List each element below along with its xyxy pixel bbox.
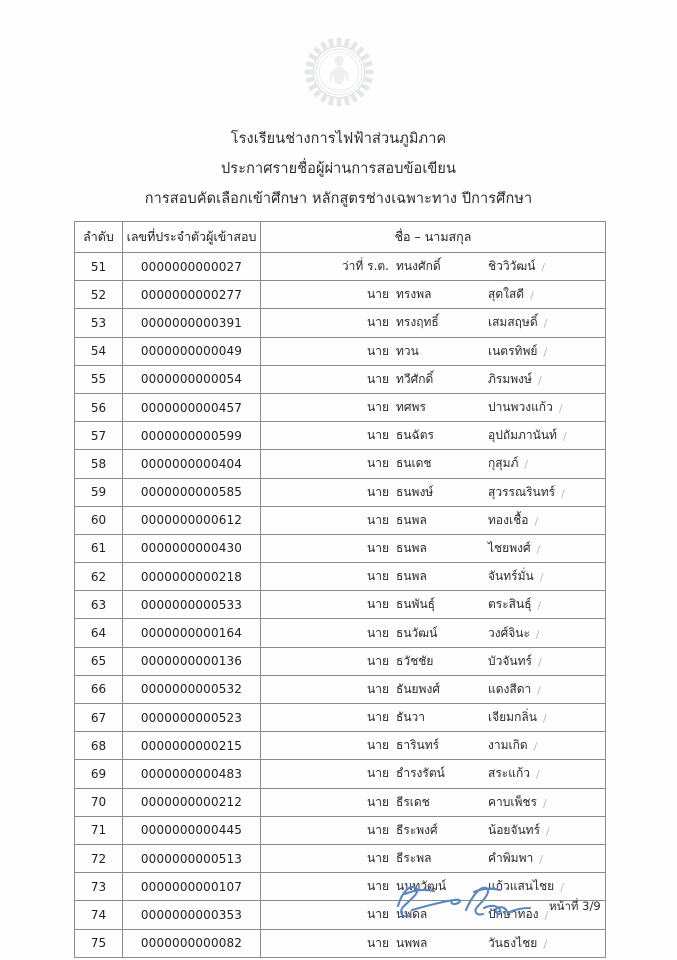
cell-sequence-number: 65	[75, 647, 123, 675]
name-layout	[261, 676, 605, 703]
name-last: จันทร์มั่น /	[488, 569, 544, 585]
name-last: สระแก้ว /	[488, 766, 540, 782]
name-prefix: นาย	[367, 343, 389, 358]
table-row	[75, 393, 606, 421]
cell-full-name	[261, 563, 606, 591]
table-header	[75, 222, 606, 253]
column-header-exam-id: เลขที่ประจำตัวผู้เข้าสอบ	[123, 222, 261, 253]
cell-sequence-number: 75	[75, 929, 123, 957]
name-last: เสมสฤษดิ์ /	[488, 315, 548, 331]
cell-sequence-number: 67	[75, 704, 123, 732]
name-last: วงศ์จินะ /	[488, 625, 540, 641]
cell-exam-id: 0000000000136	[123, 647, 261, 675]
cell-sequence-number: 53	[75, 309, 123, 337]
row-tick-mark: /	[534, 514, 539, 528]
row-tick-mark: /	[558, 402, 563, 416]
cell-exam-id: 0000000000483	[123, 760, 261, 788]
cell-sequence-number: 66	[75, 675, 123, 703]
cell-full-name	[261, 309, 606, 337]
name-first: ธนพันธุ์	[396, 597, 435, 612]
table-row	[75, 309, 606, 337]
cell-exam-id: 0000000000533	[123, 591, 261, 619]
results-table	[74, 221, 606, 958]
name-first: ทวน	[396, 343, 419, 358]
name-prefix: นาย	[367, 400, 389, 415]
name-prefix: นาย	[367, 512, 389, 527]
name-first: ธันยพงศ์	[396, 681, 440, 696]
name-last: กุสุมภ์ /	[488, 456, 529, 472]
cell-sequence-number: 62	[75, 563, 123, 591]
cell-full-name	[261, 506, 606, 534]
name-layout	[261, 845, 605, 872]
name-first: ธนพงษ์	[396, 484, 434, 499]
name-first: ธารินทร์	[396, 738, 440, 753]
cell-exam-id: 0000000000532	[123, 675, 261, 703]
cell-sequence-number: 59	[75, 478, 123, 506]
row-tick-mark: /	[537, 373, 542, 387]
name-first: ธนเดช	[396, 456, 432, 471]
name-last: ไชยพงศ์ /	[488, 540, 541, 556]
cell-exam-id: 0000000000082	[123, 929, 261, 957]
cell-full-name	[261, 591, 606, 619]
cell-full-name	[261, 732, 606, 760]
cell-exam-id: 0000000000049	[123, 337, 261, 365]
cell-exam-id: 0000000000277	[123, 281, 261, 309]
name-last: วันธงไชย /	[488, 935, 548, 951]
cell-full-name	[261, 844, 606, 872]
name-prefix: นาย	[367, 569, 389, 584]
name-layout	[261, 366, 605, 393]
cell-exam-id: 0000000000513	[123, 844, 261, 872]
name-prefix: นาย	[367, 710, 389, 725]
cell-sequence-number: 54	[75, 337, 123, 365]
title-line-3: การสอบคัดเลือกเข้าศึกษา หลักสูตรช่างเฉพาะทาง ปีการศึกษา	[144, 191, 533, 207]
row-tick-mark: /	[536, 542, 541, 556]
document-titles	[0, 124, 677, 214]
name-layout	[261, 817, 605, 844]
table-row	[75, 281, 606, 309]
row-tick-mark: /	[533, 740, 538, 754]
cell-exam-id: 0000000000215	[123, 732, 261, 760]
name-first: ธวัชชัย	[396, 653, 434, 668]
name-last: แก้วแสนไชย /	[488, 879, 564, 895]
cell-exam-id: 0000000000391	[123, 309, 261, 337]
cell-exam-id: 0000000000445	[123, 816, 261, 844]
cell-exam-id: 0000000000212	[123, 788, 261, 816]
table-row	[75, 844, 606, 872]
name-first: ธนฉัตร	[396, 428, 434, 443]
name-layout	[261, 732, 605, 759]
cell-exam-id: 0000000000612	[123, 506, 261, 534]
table-row	[75, 760, 606, 788]
name-last: สุดใสดี /	[488, 287, 534, 303]
results-table-container	[74, 221, 605, 958]
name-layout	[261, 507, 605, 534]
cell-sequence-number: 73	[75, 873, 123, 901]
cell-exam-id: 0000000000218	[123, 563, 261, 591]
name-layout	[261, 479, 605, 506]
name-layout	[261, 450, 605, 477]
name-prefix: นาย	[367, 879, 389, 894]
name-layout	[261, 760, 605, 787]
cell-sequence-number: 68	[75, 732, 123, 760]
name-first: ทรงพล	[396, 287, 432, 302]
cell-full-name	[261, 337, 606, 365]
table-row	[75, 732, 606, 760]
name-first: ทวีศักดิ์	[396, 371, 434, 386]
cell-sequence-number: 70	[75, 788, 123, 816]
name-prefix: นาย	[367, 315, 389, 330]
cell-exam-id: 0000000000107	[123, 873, 261, 901]
cell-sequence-number: 51	[75, 253, 123, 281]
name-last: ภิรมพงษ์ /	[488, 371, 542, 387]
row-tick-mark: /	[537, 599, 542, 613]
name-first: ธีรเดช	[396, 794, 430, 809]
cell-full-name	[261, 619, 606, 647]
name-last: คำพิมพา /	[488, 851, 543, 867]
row-tick-mark: /	[562, 430, 567, 444]
table-row	[75, 788, 606, 816]
row-tick-mark: /	[535, 768, 540, 782]
name-layout	[261, 253, 605, 280]
name-prefix: นาย	[367, 371, 389, 386]
name-prefix: นาย	[367, 935, 389, 950]
name-first: นพพล	[396, 935, 428, 950]
row-tick-mark: /	[539, 571, 544, 585]
title-line-2: ประกาศรายชื่อผู้ผ่านการสอบข้อเขียน	[221, 161, 456, 177]
cell-full-name	[261, 675, 606, 703]
table-row	[75, 619, 606, 647]
table-row	[75, 704, 606, 732]
cell-sequence-number: 52	[75, 281, 123, 309]
name-last: อุปถัมภานันท์ /	[488, 428, 567, 444]
table-row	[75, 365, 606, 393]
document-footer	[0, 876, 677, 936]
name-last: ทองเชื้อ /	[488, 512, 539, 528]
name-last: เนตรทิพย์ /	[488, 343, 548, 359]
name-layout	[261, 535, 605, 562]
row-tick-mark: /	[541, 261, 546, 275]
cell-full-name	[261, 647, 606, 675]
name-layout	[261, 338, 605, 365]
cell-full-name	[261, 478, 606, 506]
name-last: บัวจันทร์ /	[488, 653, 542, 669]
name-prefix: นาย	[367, 428, 389, 443]
cell-full-name	[261, 422, 606, 450]
title-line-1: โรงเรียนช่างการไฟฟ้าส่วนภูมิภาค	[230, 131, 447, 147]
table-row	[75, 675, 606, 703]
row-tick-mark: /	[539, 853, 543, 867]
cell-sequence-number: 72	[75, 844, 123, 872]
name-prefix: นาย	[367, 766, 389, 781]
row-tick-mark: /	[544, 909, 549, 923]
cell-sequence-number: 63	[75, 591, 123, 619]
row-tick-mark: /	[537, 683, 541, 697]
row-tick-mark: /	[524, 458, 529, 472]
name-prefix: นาย	[367, 822, 389, 837]
row-tick-mark: /	[542, 712, 547, 726]
name-prefix: ว่าที่ ร.ต.	[341, 259, 389, 274]
table-row	[75, 337, 606, 365]
name-first: ธีระพล	[396, 851, 432, 866]
table-row	[75, 647, 606, 675]
table-header-row	[75, 222, 606, 253]
name-first: ธนวัฒน์	[396, 625, 438, 640]
cell-exam-id: 0000000000164	[123, 619, 261, 647]
cell-sequence-number: 64	[75, 619, 123, 647]
row-tick-mark: /	[537, 655, 542, 669]
cell-full-name	[261, 365, 606, 393]
cell-sequence-number: 61	[75, 534, 123, 562]
name-last: ชิววิวัฒน์ /	[488, 259, 546, 275]
name-first: นพดล	[396, 907, 428, 922]
name-last: ปานพวงแก้ว /	[488, 400, 563, 416]
name-first: ธนพล	[396, 540, 427, 555]
name-first: ทรงฤทธิ์	[396, 315, 439, 330]
column-header-name: ชื่อ – นามสกุล	[261, 222, 606, 253]
name-last: ตระสินธุ์ /	[488, 597, 542, 613]
cell-sequence-number: 55	[75, 365, 123, 393]
cell-full-name	[261, 816, 606, 844]
name-prefix: นาย	[367, 653, 389, 668]
name-first: ทนงศักดิ์	[396, 259, 441, 274]
column-header-no: ลำดับ	[75, 222, 123, 253]
name-prefix: นาย	[367, 907, 389, 922]
name-layout	[261, 394, 605, 421]
page-number-label: หน้าที่ 3/9	[549, 899, 601, 913]
table-row	[75, 422, 606, 450]
name-prefix: นาย	[367, 794, 389, 809]
table-body	[75, 253, 606, 958]
table-row	[75, 253, 606, 281]
table-row	[75, 591, 606, 619]
name-first: ธนพล	[396, 512, 427, 527]
cell-full-name	[261, 704, 606, 732]
name-first: ธำรงรัตน์	[396, 766, 445, 781]
cell-exam-id: 0000000000430	[123, 534, 261, 562]
gear-emblem-logo-icon	[300, 33, 378, 111]
table-row	[75, 563, 606, 591]
row-tick-mark: /	[542, 796, 547, 810]
cell-exam-id: 0000000000585	[123, 478, 261, 506]
cell-sequence-number: 60	[75, 506, 123, 534]
cell-exam-id: 0000000000353	[123, 901, 261, 929]
name-last: คาบเพ็ชร /	[488, 794, 547, 810]
name-first: ธันวา	[396, 710, 426, 725]
row-tick-mark: /	[546, 824, 550, 838]
cell-full-name	[261, 450, 606, 478]
name-last: เจียมกลิ่น /	[488, 710, 547, 726]
cell-full-name	[261, 253, 606, 281]
name-prefix: นาย	[367, 851, 389, 866]
cell-exam-id: 0000000000027	[123, 253, 261, 281]
cell-sequence-number: 57	[75, 422, 123, 450]
cell-sequence-number: 71	[75, 816, 123, 844]
cell-exam-id: 0000000000523	[123, 704, 261, 732]
cell-exam-id: 0000000000054	[123, 365, 261, 393]
handwritten-signature-icon	[388, 876, 548, 924]
table-row	[75, 534, 606, 562]
table-row	[75, 816, 606, 844]
name-last: น้อยจันทร์ /	[488, 822, 550, 838]
row-tick-mark: /	[543, 317, 548, 331]
cell-full-name	[261, 393, 606, 421]
table-row	[75, 478, 606, 506]
cell-full-name	[261, 281, 606, 309]
row-tick-mark: /	[543, 345, 548, 359]
cell-exam-id: 0000000000404	[123, 450, 261, 478]
name-prefix: นาย	[367, 625, 389, 640]
cell-full-name	[261, 760, 606, 788]
table-row	[75, 506, 606, 534]
cell-sequence-number: 56	[75, 393, 123, 421]
name-last: งามเกิด /	[488, 738, 538, 754]
name-prefix: นาย	[367, 540, 389, 555]
name-layout	[261, 789, 605, 816]
name-prefix: นาย	[367, 597, 389, 612]
cell-exam-id: 0000000000599	[123, 422, 261, 450]
name-layout	[261, 591, 605, 618]
name-first: ธีระพงศ์	[396, 822, 438, 837]
row-tick-mark: /	[561, 486, 565, 500]
name-layout	[261, 422, 605, 449]
name-layout	[261, 563, 605, 590]
name-layout	[261, 309, 605, 336]
name-first: นนทวัฒน์	[396, 879, 447, 894]
cell-sequence-number: 74	[75, 901, 123, 929]
name-last: ปักษาทอง /	[488, 907, 549, 923]
name-last: แดงสีดา /	[488, 681, 541, 697]
name-layout	[261, 648, 605, 675]
cell-sequence-number: 69	[75, 760, 123, 788]
cell-exam-id: 0000000000457	[123, 393, 261, 421]
cell-full-name	[261, 788, 606, 816]
name-last: สุวรรณรินทร์ /	[488, 484, 565, 500]
name-prefix: นาย	[367, 738, 389, 753]
name-prefix: นาย	[367, 681, 389, 696]
name-layout	[261, 619, 605, 646]
cell-full-name	[261, 534, 606, 562]
cell-sequence-number: 58	[75, 450, 123, 478]
name-prefix: นาย	[367, 287, 389, 302]
row-tick-mark: /	[543, 937, 548, 951]
logo-container	[0, 33, 677, 111]
name-first: ทศพร	[396, 400, 426, 415]
name-prefix: นาย	[367, 456, 389, 471]
row-tick-mark: /	[530, 289, 534, 303]
row-tick-mark: /	[535, 627, 540, 641]
name-first: ธนพล	[396, 569, 427, 584]
name-layout	[261, 704, 605, 731]
table-row	[75, 450, 606, 478]
row-tick-mark: /	[560, 881, 564, 895]
name-prefix: นาย	[367, 484, 389, 499]
name-layout	[261, 281, 605, 308]
